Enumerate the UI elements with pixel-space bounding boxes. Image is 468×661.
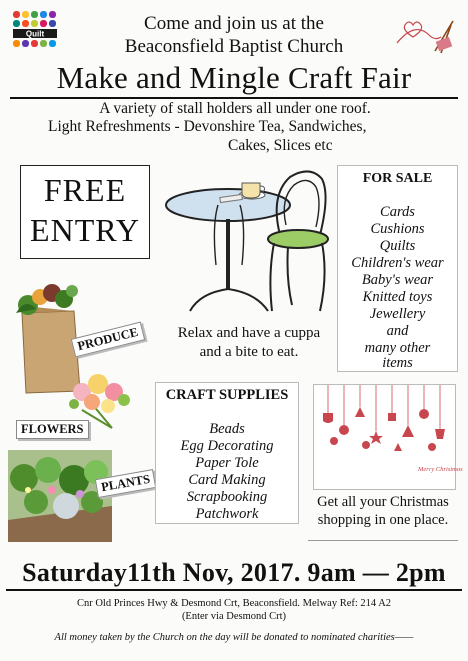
christmas-line-2: shopping in one place. <box>317 512 449 528</box>
for-sale-item: Cards <box>380 204 415 220</box>
craft-supplies-item: Card Making <box>188 472 266 488</box>
craft-supplies-item: Egg Decorating <box>180 438 274 454</box>
craft-supplies-item: Scrapbooking <box>186 489 268 505</box>
free-entry-line-1: FREE <box>43 172 127 208</box>
quilt-logo-icon <box>12 10 60 48</box>
produce-label: PRODUCE <box>71 322 145 358</box>
for-sale-item: Knitted toys <box>362 289 433 305</box>
free-entry-box <box>20 165 150 259</box>
for-sale-item: Quilts <box>379 238 416 254</box>
description-line-1: A variety of stall holders all under one roof. <box>99 100 371 117</box>
christmas-line-1: Get all your Christmas <box>317 494 449 510</box>
invite-line-2: Beaconsfield Baptist Church <box>124 36 344 57</box>
flowers-label: FLOWERS <box>16 420 89 439</box>
christmas-ornaments-icon <box>314 385 463 489</box>
for-sale-item: many other <box>364 340 431 356</box>
page-title: Make and Mingle Craft Fair <box>56 60 412 95</box>
logo-text: Quilt <box>25 29 45 39</box>
cafe-table-chair-icon <box>160 165 332 315</box>
craft-supplies-box <box>155 382 299 524</box>
christmas-card-image <box>313 384 463 490</box>
christmas-divider <box>308 540 458 541</box>
christmas-card-text: Merry Christmas <box>418 466 463 473</box>
plants-label: PLANTS <box>95 469 157 498</box>
craft-supplies-item: Patchwork <box>195 506 259 522</box>
invite-line-1: Come and join us at the <box>144 13 324 34</box>
title-underline <box>10 97 458 99</box>
craft-supplies-item: Paper Tole <box>195 455 259 471</box>
for-sale-item: and <box>386 323 409 339</box>
for-sale-item: Cushions <box>370 221 425 237</box>
craft-supplies-item: Beads <box>209 421 245 437</box>
for-sale-title: FOR SALE <box>362 171 433 186</box>
craft-supplies-title: CRAFT SUPPLIES <box>165 387 289 403</box>
event-date-time: Saturday11th Nov, 2017. 9am — 2pm <box>22 558 446 587</box>
description-line-2: Light Refreshments - Devonshire Tea, Sandwiches, <box>48 118 367 135</box>
for-sale-item: items <box>382 355 413 371</box>
for-sale-item: Baby's wear <box>361 272 434 288</box>
date-underline <box>6 589 462 591</box>
for-sale-item: Jewellery <box>369 306 426 322</box>
charity-footer: All money taken by the Church on the day will be donated to nominated charities—— <box>54 632 414 643</box>
description-line-3: Cakes, Slices etc <box>228 137 333 154</box>
free-entry-line-2: ENTRY <box>30 212 140 248</box>
address-line-1: Cnr Old Princes Hwy & Desmond Crt, Beaconsfield. Melway Ref: 214 A2 <box>76 598 392 609</box>
relax-line-2: and a bite to eat. <box>199 344 299 360</box>
relax-line-1: Relax and have a cuppa <box>177 325 321 341</box>
for-sale-item: Children's wear <box>351 255 444 271</box>
potted-plants-icon <box>8 450 112 542</box>
for-sale-box <box>337 165 458 372</box>
address-line-2: (Enter via Desmond Crt) <box>181 611 287 622</box>
